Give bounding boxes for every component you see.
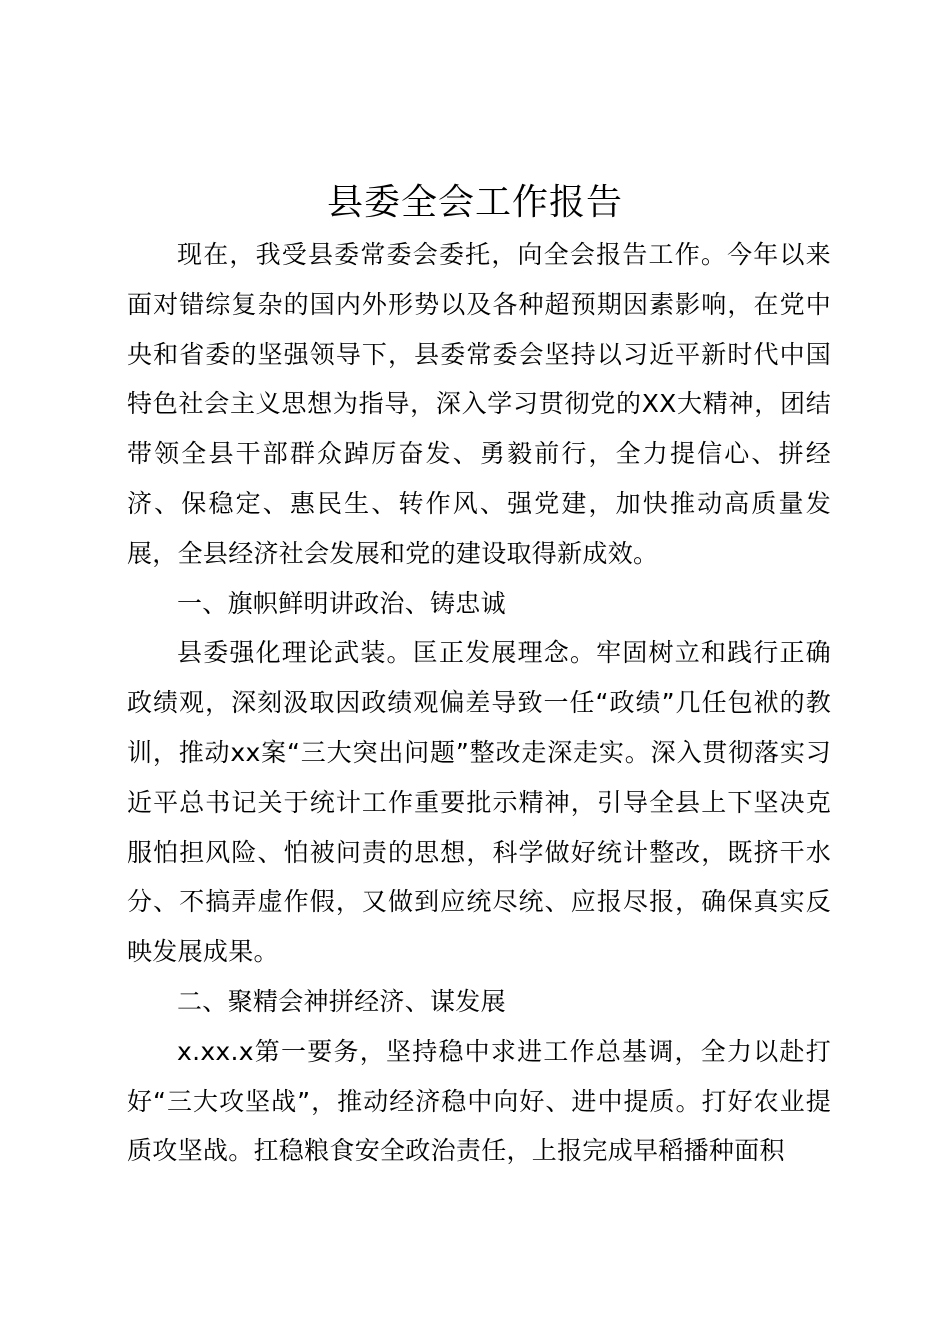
section-heading-1: 一、旗帜鲜明讲政治、铸忠诚 [177, 588, 506, 618]
document-body [127, 230, 831, 1176]
paragraph-intro: 现在，我受县委常委会委托，向全会报告工作。今年以来面对错综复杂的国内外形势以及各种超预期因素影响，在党中央和省委的坚强领导下，县委常委会坚持以习近平新时代中国特色社会主义思想为指导，深入学习贯彻党的XX大精神，团结带领全县干部群众踔厉奋发、勇毅前行，全力提信心、拼经济、保稳定、惠民生、转作风、强党建，加快推动高质量发展，全县经济社会发展和党的建设取得新成效。 [127, 240, 831, 568]
section-heading-2: 二、聚精会神拼经济、谋发展 [177, 986, 506, 1016]
document-title: 县委全会工作报告 [326, 182, 623, 223]
paragraph-section-2: x.xx.x第一要务，坚持稳中求进工作总基调，全力以赴打好“三大攻坚战”，推动经济稳中向好、进中提质。打好农业提质攻坚战。扛稳粮食安全政治责任，上报完成早稻播种面积 [127, 1036, 831, 1166]
paragraph-section-1: 县委强化理论武装。匡正发展理念。牢固树立和践行正确政绩观，深刻汲取因政绩观偏差导致一任“政绩”几任包袱的教训，推动xx案“三大突出问题”整改走深走实。深入贯彻落实习近平总书记关于统计工作重要批示精神，引导全县上下坚决克服怕担风险、怕被问责的思想，科学做好统计整改，既挤干水分、不搞弄虚作假，又做到应统尽统、应报尽报，确保真实反映发展成果。 [127, 638, 831, 967]
